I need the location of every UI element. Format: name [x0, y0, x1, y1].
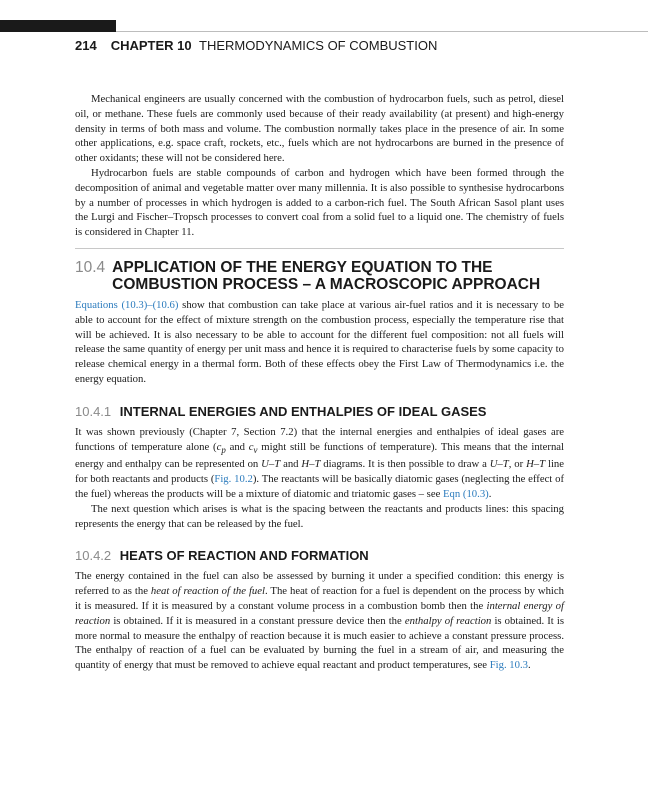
header-bar: [0, 20, 116, 32]
equation-10-3-link[interactable]: Eqn (10.3): [443, 488, 489, 501]
section-10-4-paragraph: [75, 298, 564, 387]
symbol-cp: c: [216, 440, 222, 453]
term-internal-energy-of-reaction: internal energy of reaction: [75, 600, 564, 627]
paragraph-text: is obtained. It is more normal to measure the enthalpy of reaction because it is much easier to achieve a constant pressure process. The enthalpy of reaction of a fuel can be evaluated by burning the fuel in a stream of air, and measuring the quantity of energy that must be removed to achieve equal reactant and product temperatures, see: [75, 614, 564, 672]
term-heat-of-reaction: heat of reaction of the fuel: [150, 585, 265, 598]
section-10-4-1-paragraph-2: The next question which arises is what is the spacing between the reactants and products lines: this spacing represents the energy that can be released by the fuel.: [75, 502, 564, 530]
section-10-4-1-heading: [75, 404, 564, 419]
intro-paragraph-2: Hydrocarbon fuels are stable compounds of carbon and hydrogen which have been formed through the decomposition of animal and vegetable matter over many millennia. It is also possible to synthesise hydrocarbons by a number of processes in which hydrogen is added to a carbon-rich fuel. The South African Sasol plant uses the Lurgi and Fischer–Tropsch processes to convert coal from a solid fuel to a liquid one. The chemistry of fuels is considered in Chapter 11.: [75, 166, 564, 239]
symbol-cp-subscript: p: [221, 444, 226, 455]
subsection-title: INTERNAL ENERGIES AND ENTHALPIES OF IDEAL GASES: [119, 403, 487, 419]
section-title: APPLICATION OF THE ENERGY EQUATION TO THE COMBUSTION PROCESS – A MACROSCOPIC APPROACH: [112, 258, 541, 293]
section-divider: [75, 248, 564, 249]
equations-link[interactable]: Equations (10.3)–(10.6): [75, 298, 179, 311]
intro-paragraph-1: Mechanical engineers are usually concerned with the combustion of hydrocarbon fuels, such as petrol, diesel oil, or methane. These fuels are commonly used because of their ready availability (at present) and high-energy density in terms of both mass and volume. The combustion normally takes place in the presence of air. In some other applications, e.g. space craft, rockets, etc., fuels which are not hydrocarbons are burned in the presence of other oxidants; these will not be considered here.: [75, 93, 564, 165]
section-number: 10.4: [75, 258, 106, 276]
paragraph-text: .: [488, 488, 492, 501]
symbol-ht: H–T: [526, 458, 546, 471]
subsection-number: 10.4.2: [75, 548, 112, 564]
symbol-ut: U–T: [261, 458, 281, 471]
figure-10-3-link[interactable]: Fig. 10.3: [489, 659, 528, 672]
paragraph-text: , or: [508, 458, 527, 471]
paragraph-text: . The heat of reaction for a fuel is dependent on the process by which it is measured. If it is measured by a constant volume process in a combustion bomb then the: [75, 585, 564, 613]
paragraph-text: It was shown previously (Chapter 7, Section 7.2) that the internal energies and enthalpies of ideal gases are functions of temperature alone (: [75, 425, 564, 453]
section-10-4-2-paragraph: [75, 569, 564, 673]
figure-10-2-link[interactable]: Fig. 10.2: [214, 473, 253, 486]
paragraph-text: is obtained. If it is measured in a constant pressure device then the: [110, 614, 405, 627]
chapter-title: THERMODYNAMICS OF COMBUSTION: [199, 38, 438, 53]
subsection-number: 10.4.1: [75, 403, 112, 419]
paragraph-text: line for both reactants and products (: [75, 458, 565, 486]
symbol-ht: H–T: [301, 458, 321, 471]
running-header: [75, 38, 437, 53]
paragraph-text: and: [225, 440, 249, 453]
paragraph-text: and: [280, 458, 302, 471]
section-10-4-2-heading: [75, 548, 564, 563]
subsection-title: HEATS OF REACTION AND FORMATION: [119, 548, 369, 564]
term-enthalpy-of-reaction: enthalpy of reaction: [404, 614, 492, 627]
paragraph-text: The energy contained in the fuel can also be assessed by burning it under a specified condition: this energy is referred to as the: [75, 570, 564, 598]
paragraph-text: diagrams. It is then possible to draw a: [320, 458, 490, 471]
page-number: 214: [75, 38, 97, 53]
section-10-4-heading: [75, 259, 564, 293]
section-10-4-1-paragraph-1: [75, 425, 564, 502]
paragraph-text: show that combustion can take place at various air-fuel ratios and it is necessary to be able to account for the effect of mixture strength on the combustion process, especially the temperature rise that will be achieved. It is also necessary to be able to account for the different fuel composition: not all fuels will release the same quantity of energy per unit mass and hence it is required to characterise fuels by some capacity to release chemical energy in a thermal form. Both of these effects obey the First Law of Thermodynamics i.e. the energy equation.: [75, 298, 565, 385]
paragraph-text: ). The reactants will be basically diatomic gases (neglecting the effect of the fuel) whereas the products will be a mixture of diatomic and triatomic gases – see: [75, 473, 565, 501]
symbol-cv-subscript: v: [253, 444, 258, 455]
paragraph-text: .: [528, 659, 531, 672]
chapter-label: CHAPTER 10: [110, 38, 192, 53]
page-content: [75, 92, 564, 673]
symbol-cv: c: [248, 440, 254, 453]
header-rule: [116, 31, 648, 32]
paragraph-text: might still be functions of temperature). This means that the internal energy and enthalpy can be represented on: [75, 440, 565, 471]
symbol-ut: U–T: [489, 458, 509, 471]
